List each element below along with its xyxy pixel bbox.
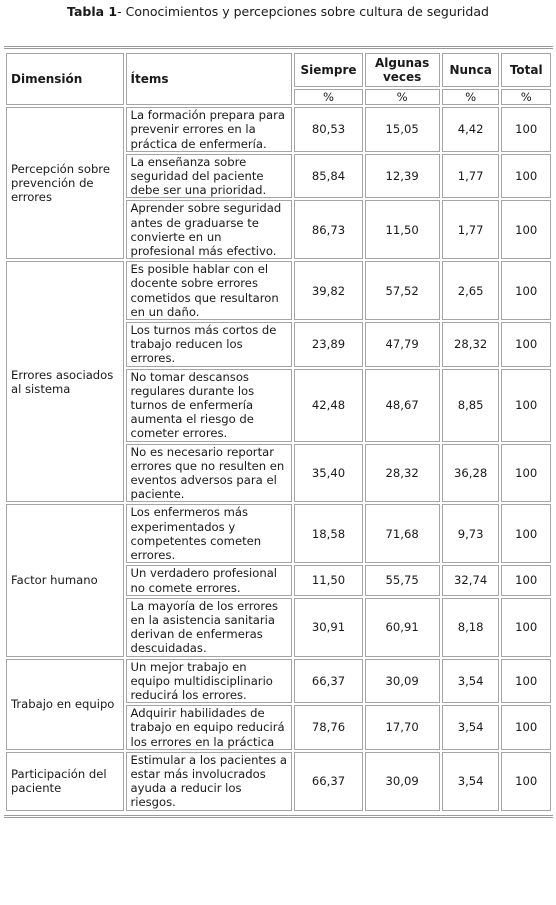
algunas-veces-cell: 30,09: [365, 752, 440, 811]
dimension-cell: Factor humano: [6, 504, 124, 656]
siempre-cell: 18,58: [294, 504, 362, 563]
siempre-cell: 66,37: [294, 659, 362, 704]
dimension-cell: Errores asociados al sistema: [6, 261, 124, 502]
algunas-veces-cell: 55,75: [365, 565, 440, 595]
algunas-veces-cell: 60,91: [365, 598, 440, 657]
nunca-cell: 4,42: [442, 107, 500, 152]
item-cell: Es posible hablar con el docente sobre errores cometidos que resultaron en un daño.: [126, 261, 293, 320]
total-cell: 100: [501, 154, 551, 199]
header-algunas-veces: Algunas veces: [365, 53, 440, 87]
header-items: Ítems: [126, 53, 293, 105]
siempre-cell: 66,37: [294, 752, 362, 811]
unit-algunas-veces: %: [365, 89, 440, 105]
item-cell: No es necesario reportar errores que no resulten en eventos adversos para el paciente.: [126, 444, 293, 503]
siempre-cell: 78,76: [294, 705, 362, 750]
siempre-cell: 85,84: [294, 154, 362, 199]
algunas-veces-cell: 47,79: [365, 322, 440, 367]
caption-label: Tabla 1: [67, 4, 118, 19]
total-cell: 100: [501, 444, 551, 503]
algunas-veces-cell: 15,05: [365, 107, 440, 152]
nunca-cell: 9,73: [442, 504, 500, 563]
table-frame: [4, 46, 553, 818]
item-cell: Adquirir habilidades de trabajo en equipo reducirá los errores en la práctica: [126, 705, 293, 750]
item-cell: Aprender sobre seguridad antes de graduarse te convierte en un profesional más efectivo.: [126, 200, 293, 259]
item-cell: Estimular a los pacientes a estar más involucrados ayuda a reducir los riesgos.: [126, 752, 293, 811]
header-dimension: Dimensión: [6, 53, 124, 105]
siempre-cell: 42,48: [294, 369, 362, 442]
algunas-veces-cell: 17,70: [365, 705, 440, 750]
total-cell: 100: [501, 752, 551, 811]
algunas-veces-cell: 71,68: [365, 504, 440, 563]
table-row: [6, 504, 551, 563]
nunca-cell: 3,54: [442, 659, 500, 704]
dimension-cell: Participación del paciente: [6, 752, 124, 811]
nunca-cell: 1,77: [442, 200, 500, 259]
total-cell: 100: [501, 598, 551, 657]
unit-total: %: [501, 89, 551, 105]
nunca-cell: 36,28: [442, 444, 500, 503]
nunca-cell: 8,85: [442, 369, 500, 442]
item-cell: Un verdadero profesional no comete errores.: [126, 565, 293, 595]
data-table: [4, 51, 553, 813]
total-cell: 100: [501, 659, 551, 704]
item-cell: La formación prepara para prevenir errores en la práctica de enfermería.: [126, 107, 293, 152]
algunas-veces-cell: 30,09: [365, 659, 440, 704]
nunca-cell: 3,54: [442, 752, 500, 811]
item-cell: La mayoría de los errores en la asistencia sanitaria derivan de enfermeras descuidadas.: [126, 598, 293, 657]
item-cell: La enseñanza sobre seguridad del paciente debe ser una prioridad.: [126, 154, 293, 199]
unit-siempre: %: [294, 89, 362, 105]
table-caption: [0, 5, 556, 33]
header-nunca: Nunca: [442, 53, 500, 87]
header-siempre: Siempre: [294, 53, 362, 87]
caption-text: - Conocimientos y percepciones sobre cultura de seguridad: [117, 4, 489, 19]
algunas-veces-cell: 12,39: [365, 154, 440, 199]
table-row: [6, 261, 551, 320]
item-cell: Los turnos más cortos de trabajo reducen los errores.: [126, 322, 293, 367]
dimension-cell: Trabajo en equipo: [6, 659, 124, 750]
total-cell: 100: [501, 261, 551, 320]
total-cell: 100: [501, 705, 551, 750]
table-row: [6, 107, 551, 152]
item-cell: No tomar descansos regulares durante los turnos de enfermería aumenta el riesgo de cometer errores.: [126, 369, 293, 442]
header-total: Total: [501, 53, 551, 87]
total-cell: 100: [501, 107, 551, 152]
nunca-cell: 2,65: [442, 261, 500, 320]
nunca-cell: 32,74: [442, 565, 500, 595]
table-row: [6, 752, 551, 811]
unit-nunca: %: [442, 89, 500, 105]
siempre-cell: 39,82: [294, 261, 362, 320]
table-row: [6, 659, 551, 704]
table-body: [6, 107, 551, 810]
siempre-cell: 80,53: [294, 107, 362, 152]
algunas-veces-cell: 57,52: [365, 261, 440, 320]
total-cell: 100: [501, 369, 551, 442]
algunas-veces-cell: 11,50: [365, 200, 440, 259]
siempre-cell: 35,40: [294, 444, 362, 503]
total-cell: 100: [501, 504, 551, 563]
siempre-cell: 11,50: [294, 565, 362, 595]
total-cell: 100: [501, 565, 551, 595]
nunca-cell: 28,32: [442, 322, 500, 367]
total-cell: 100: [501, 322, 551, 367]
siempre-cell: 30,91: [294, 598, 362, 657]
algunas-veces-cell: 48,67: [365, 369, 440, 442]
nunca-cell: 1,77: [442, 154, 500, 199]
item-cell: Un mejor trabajo en equipo multidisciplinario reducirá los errores.: [126, 659, 293, 704]
item-cell: Los enfermeros más experimentados y competentes cometen errores.: [126, 504, 293, 563]
nunca-cell: 3,54: [442, 705, 500, 750]
nunca-cell: 8,18: [442, 598, 500, 657]
total-cell: 100: [501, 200, 551, 259]
siempre-cell: 23,89: [294, 322, 362, 367]
dimension-cell: Percepción sobre prevención de errores: [6, 107, 124, 259]
siempre-cell: 86,73: [294, 200, 362, 259]
algunas-veces-cell: 28,32: [365, 444, 440, 503]
